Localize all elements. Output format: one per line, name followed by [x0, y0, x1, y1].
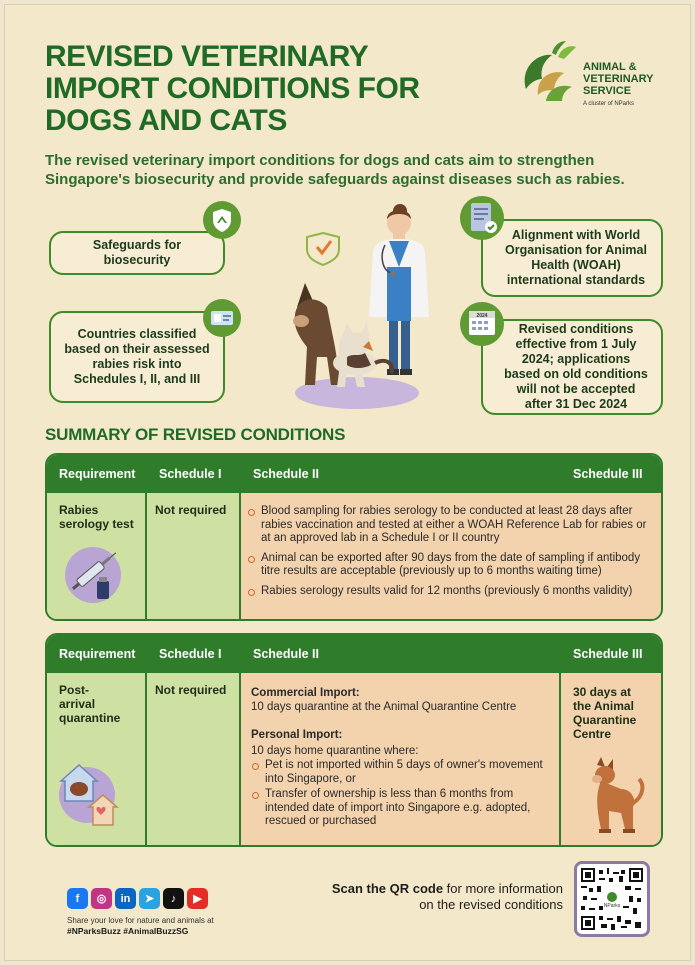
share-text	[67, 916, 214, 937]
personal-import-text: 10 days home quarantine where:	[251, 745, 419, 757]
callout-countries	[49, 311, 225, 403]
table2-header-schedule1: Schedule I	[159, 647, 222, 661]
table2-header-schedule3: Schedule III	[573, 647, 643, 661]
personal-import-bullets	[251, 759, 551, 835]
table2-col-requirement	[47, 673, 145, 845]
table2-header-schedule2: Schedule II	[253, 647, 319, 661]
table1-header-schedule2: Schedule II	[253, 467, 319, 481]
social-icons	[67, 888, 208, 909]
summary-title: SUMMARY OF REVISED CONDITIONS	[45, 425, 346, 444]
commercial-import-text: 10 days quarantine at the Animal Quarantine Centre	[251, 701, 517, 713]
page-title: REVISED VETERINARY IMPORT CONDITIONS FOR DOGS AND CATS	[45, 40, 420, 137]
table2-header	[47, 635, 661, 673]
table1-header-schedule3: Schedule III	[573, 467, 643, 481]
calendar-year: 2024	[476, 313, 488, 319]
telegram-icon[interactable]: ➤	[139, 888, 160, 909]
scan-qr-rest: for more information on the revised conditions	[419, 881, 563, 912]
table2-col-schedule3	[561, 673, 663, 845]
tiktok-icon[interactable]: ♪	[163, 888, 184, 909]
avs-logo-text: ANIMAL & VETERINARY SERVICE	[583, 61, 654, 97]
table1-bullet: Blood sampling for rabies serology to be conducted at least 28 days after rabies vaccination and tested at either a WOAH Reference Lab for rabies or at an approved lab in a Schedule I or II country	[247, 505, 657, 546]
hashtags: #NParksBuzz #AnimalBuzzSG	[67, 926, 189, 936]
qr-code-icon	[581, 868, 643, 930]
table1-schedule2-bullets	[247, 505, 657, 604]
vet-dog-cat-illustration	[287, 197, 447, 415]
avs-logo-icon	[518, 39, 580, 111]
infographic-page	[4, 4, 691, 961]
callout-biosecurity	[49, 231, 225, 275]
intro-text: The revised veterinary import conditions for dogs and cats aim to strengthen Singapore's biosecurity and provide safeguards against diseases such as rabies.	[45, 152, 625, 188]
share-line: Share your love for nature and animals at	[67, 916, 214, 925]
calendar-icon	[459, 301, 505, 347]
table1-col-schedule2	[241, 493, 663, 619]
document-icon	[459, 195, 505, 241]
callout-effective-date	[481, 319, 663, 415]
scan-qr-bold: Scan the QR code	[331, 881, 444, 896]
callout-woah-alignment-text: Alignment with World Organisation for Animal Health (WOAH) international standards	[505, 228, 647, 287]
table-rabies-serology	[45, 453, 663, 621]
table2-bullet: Pet is not imported within 5 days of owner's movement into Singapore, or	[251, 759, 551, 786]
callout-effective-date-text: Revised conditions effective from 1 July 2024; applications based on old conditions will not be accepted after 31 Dec 2024	[504, 322, 648, 411]
table2-col-schedule2	[241, 673, 559, 845]
home-pets-icon	[55, 749, 125, 835]
syringe-vaccine-icon	[61, 543, 123, 605]
shield-badge-icon	[203, 201, 241, 239]
instagram-icon[interactable]: ◎	[91, 888, 112, 909]
scan-qr-text	[323, 881, 563, 913]
avs-logo	[518, 39, 668, 119]
table2-requirement: Post-arrival quarantine	[59, 683, 121, 725]
qr-label: NParks	[603, 903, 621, 909]
qr-code[interactable]	[574, 861, 650, 937]
table1-header-requirement: Requirement	[59, 467, 136, 481]
table2-schedule1-value: Not required	[155, 683, 227, 697]
table1-header	[47, 455, 661, 493]
linkedin-icon[interactable]: in	[115, 888, 136, 909]
table-post-arrival-quarantine	[45, 633, 663, 847]
personal-import-title: Personal Import:	[251, 729, 343, 741]
table1-header-schedule1: Schedule I	[159, 467, 222, 481]
callout-biosecurity-text: Safeguards for biosecurity	[92, 238, 182, 267]
dog-illustration	[581, 755, 651, 839]
table1-col-schedule1	[147, 493, 239, 619]
table1-bullet: Rabies serology results valid for 12 months (previously 6 months validity)	[247, 585, 657, 599]
callout-countries-text: Countries classified based on their assessed rabies risk into Schedules I, II, and III	[64, 327, 210, 386]
callout-woah-alignment	[481, 219, 663, 297]
table2-bullet: Transfer of ownership is less than 6 months from intended date of import into Singapore e.g. adopted, rescued or purchased	[251, 788, 551, 829]
table1-schedule1-value: Not required	[155, 503, 227, 517]
facebook-icon[interactable]: f	[67, 888, 88, 909]
table2-header-requirement: Requirement	[59, 647, 136, 661]
table1-requirement: Rabies serology test	[59, 503, 134, 531]
avs-logo-subtitle: A cluster of NParks	[583, 101, 635, 107]
table2-col-schedule1	[147, 673, 239, 845]
youtube-icon[interactable]: ▶	[187, 888, 208, 909]
table2-schedule3-value: 30 days at the Animal Quarantine Centre	[573, 685, 637, 741]
table1-bullet: Animal can be exported after 90 days from the date of sampling if antibody titre results are acceptable (previously up to 6 months waiting time)	[247, 552, 657, 579]
commercial-import-title: Commercial Import:	[251, 687, 360, 699]
passport-badge-icon	[203, 299, 241, 337]
table1-col-requirement	[47, 493, 145, 619]
